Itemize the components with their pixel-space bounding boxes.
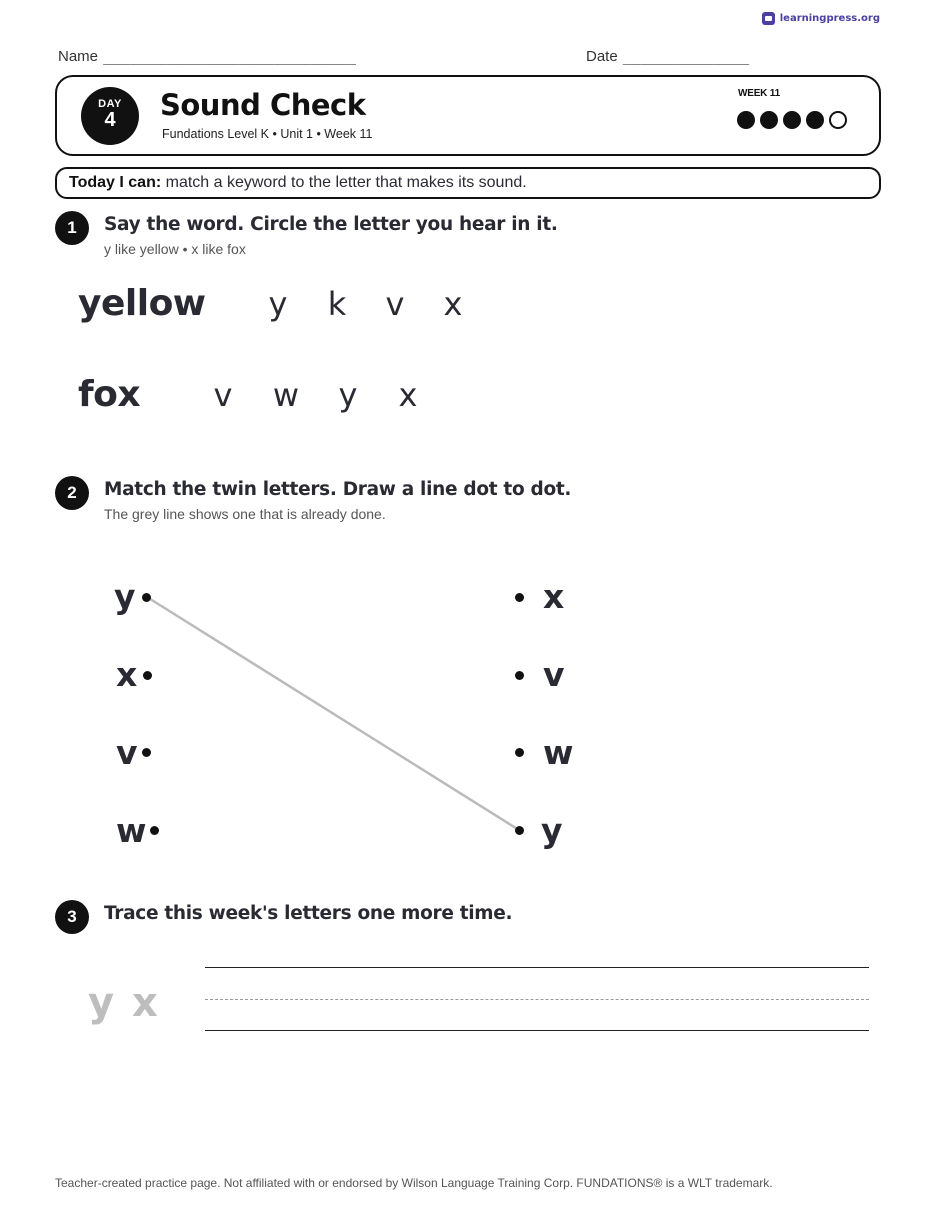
right-letter: x [543,577,565,616]
page-subtitle: Fundations Level K • Unit 1 • Week 11 [162,127,373,141]
date-label: Date [586,48,618,65]
name-line[interactable]: ____________________________ [103,47,356,65]
trace-sample-letters: y x [88,980,160,1026]
date-field[interactable] [586,46,749,65]
page-title: Sound Check [160,88,366,122]
section-3-title: Trace this week's letters one more time. [104,903,513,924]
footer-disclaimer: Teacher-created practice page. Not affiliated with or endorsed by Wilson Language Training Corp. FUNDATIONS® is a WLT trademark. [55,1176,773,1190]
bottom-rule [205,1030,869,1031]
goal-box [55,167,881,199]
day-label: DAY [98,98,122,110]
week-progress-dots [737,111,847,129]
right-dot[interactable] [515,671,524,680]
section-2-subtitle: The grey line shows one that is already done. [104,506,386,522]
brand-text: learningpress.org [779,13,880,24]
section-1-title: Say the word. Circle the letter you hear in it. [104,214,558,235]
progress-dot-filled [760,111,778,129]
left-dot[interactable] [142,748,151,757]
middle-dashed-rule [205,999,869,1000]
progress-dot-empty [829,111,847,129]
keyword-yellow: yellow [78,283,206,324]
left-dot[interactable] [143,671,152,680]
name-field[interactable] [58,46,356,65]
choice-letter[interactable]: v [385,285,405,323]
left-dot[interactable] [150,826,159,835]
choice-letter[interactable]: x [398,376,418,414]
choice-letter[interactable]: y [338,376,358,414]
book-icon [762,12,775,25]
example-match-line [147,597,519,830]
choice-letter[interactable]: k [327,285,347,323]
section-1-number: 1 [55,211,89,245]
goal-text: match a keyword to the letter that makes its sound. [161,174,527,191]
progress-dot-filled [806,111,824,129]
right-letter: v [543,655,565,694]
right-dot[interactable] [515,826,524,835]
date-line[interactable]: ______________ [622,47,750,65]
keyword-fox: fox [78,374,141,415]
right-letter: w [543,733,574,772]
section-2-number: 2 [55,476,89,510]
day-number: 4 [104,109,116,131]
section-2-title: Match the twin letters. Draw a line dot to dot. [104,479,572,500]
left-dot[interactable] [142,593,151,602]
right-dot[interactable] [515,593,524,602]
right-dot[interactable] [515,748,524,757]
week-label: WEEK 11 [738,88,780,99]
top-rule [205,967,869,968]
name-label: Name [58,48,99,65]
trace-writing-area[interactable] [205,962,869,1034]
choice-letter[interactable]: x [443,285,463,323]
day-badge [81,87,139,145]
right-letter: y [541,811,563,850]
left-letter: w [116,811,147,850]
choice-letter[interactable]: w [272,376,300,414]
left-letter: y [114,577,136,616]
brand-logo [762,12,880,25]
choice-letter[interactable]: v [213,376,233,414]
choice-letter[interactable]: y [268,285,288,323]
progress-dot-filled [737,111,755,129]
section-3-number: 3 [55,900,89,934]
left-letter: x [116,655,138,694]
progress-dot-filled [783,111,801,129]
goal-lead: Today I can: [69,174,162,191]
section-1-subtitle: y like yellow • x like fox [104,241,246,257]
left-letter: v [116,733,138,772]
